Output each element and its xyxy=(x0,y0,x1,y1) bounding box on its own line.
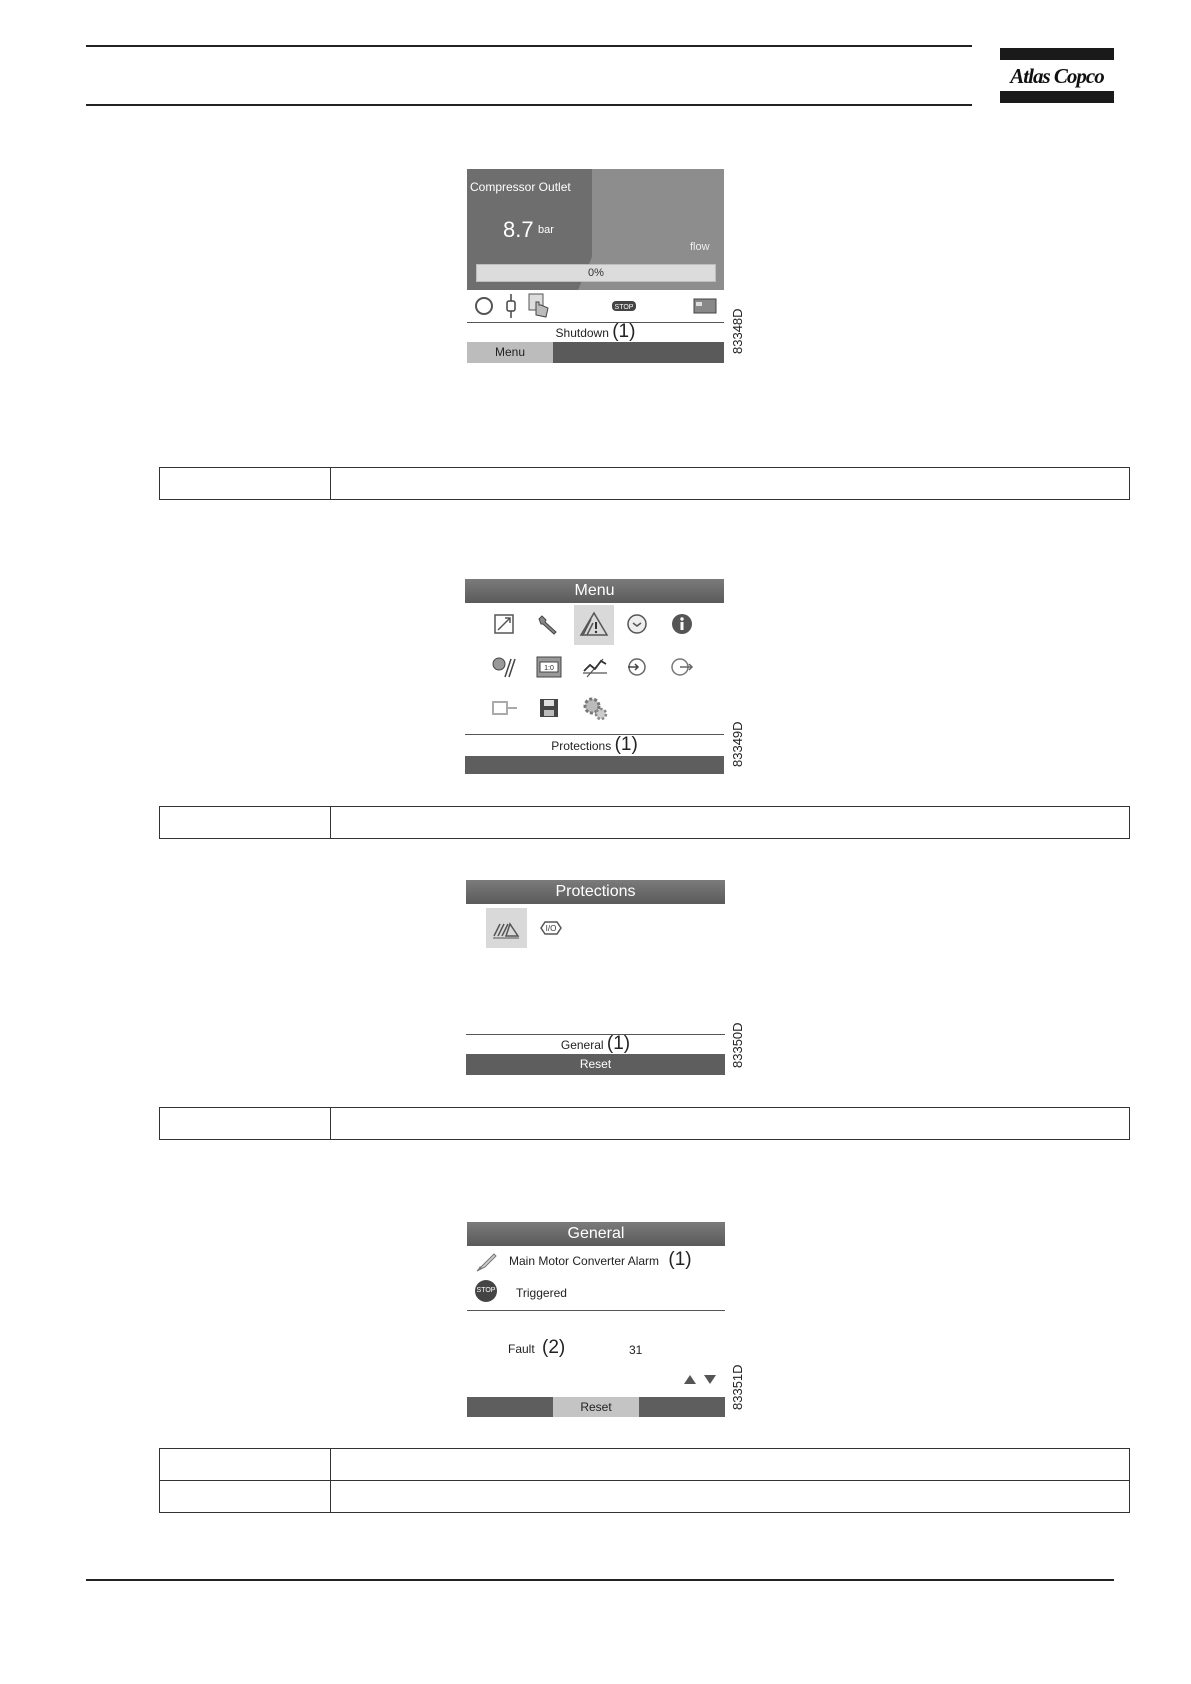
header-rule-bottom xyxy=(86,104,972,106)
figure-general-screen xyxy=(467,1222,725,1417)
table-row xyxy=(160,468,1130,500)
chart-icon[interactable] xyxy=(493,613,515,635)
reference-table xyxy=(159,1448,1130,1513)
pressure-sensor-icon xyxy=(504,293,518,319)
figure-code: 83349D xyxy=(730,721,745,767)
svg-text:I/O: I/O xyxy=(545,924,557,933)
inputs-icon[interactable] xyxy=(626,656,648,678)
callout-2: (2) xyxy=(542,1337,566,1358)
header-rule-top xyxy=(86,45,972,47)
io-icon[interactable] xyxy=(538,918,564,938)
pen-alarm-icon xyxy=(474,1250,498,1274)
save-icon[interactable] xyxy=(538,697,560,719)
protections-icon[interactable] xyxy=(579,610,609,638)
service-icon[interactable] xyxy=(491,655,517,679)
general-protection-icon[interactable] xyxy=(492,916,520,940)
figure-code: 83350D xyxy=(730,1022,745,1068)
reference-table xyxy=(159,806,1130,839)
clock-icon[interactable] xyxy=(626,613,648,635)
status-text: Shutdown (1) xyxy=(555,321,636,342)
settings-icon[interactable] xyxy=(581,695,609,721)
figure-compressor-outlet-screen xyxy=(467,169,724,363)
state-text: Triggered xyxy=(516,1286,567,1300)
callout-1: (1) xyxy=(668,1249,692,1270)
callout-1: (1) xyxy=(606,1033,631,1054)
figure-menu-screen xyxy=(465,579,724,774)
table-row xyxy=(160,1108,1130,1140)
circle-icon xyxy=(473,295,495,317)
counters-icon[interactable] xyxy=(536,655,562,679)
pressure-unit: bar xyxy=(538,224,554,236)
fault-value: 31 xyxy=(629,1343,643,1357)
reset-button[interactable]: Reset xyxy=(553,1397,639,1417)
screen-title: Protections xyxy=(466,880,725,904)
stop-icon: STOP xyxy=(475,1280,497,1302)
screen-title: Menu xyxy=(465,579,724,603)
table-row xyxy=(160,1481,1130,1513)
event-history-icon[interactable] xyxy=(491,697,519,719)
card-icon xyxy=(693,298,717,314)
figure-code: 83351D xyxy=(730,1364,745,1410)
reference-table xyxy=(159,1107,1130,1140)
figure-code: 83348D xyxy=(730,308,745,354)
footer-rule xyxy=(86,1579,1114,1581)
callout-1: (1) xyxy=(614,734,638,755)
reference-table xyxy=(159,467,1130,500)
trend-icon[interactable] xyxy=(581,655,609,679)
svg-text:STOP: STOP xyxy=(614,304,634,311)
stop-icon xyxy=(611,299,637,313)
alarm-text: Main Motor Converter Alarm (1) xyxy=(509,1249,692,1270)
callout-1: (1) xyxy=(612,321,636,342)
status-icon-row xyxy=(467,290,724,322)
fault-label: Fault (2) xyxy=(508,1337,566,1358)
hand-touch-icon[interactable] xyxy=(528,293,550,319)
flow-progress-bar: 0% xyxy=(476,264,716,282)
table-row xyxy=(160,807,1130,839)
info-icon[interactable] xyxy=(670,612,694,636)
status-text: General (1) xyxy=(560,1033,631,1054)
reset-button[interactable]: Reset xyxy=(466,1054,725,1075)
scroll-arrows-icon[interactable] xyxy=(682,1372,718,1386)
pressure-value: 8.7 xyxy=(503,217,534,242)
svg-text:1:0: 1:0 xyxy=(544,665,554,672)
table-row xyxy=(160,1449,1130,1481)
outputs-icon[interactable] xyxy=(670,656,694,678)
flow-label: flow xyxy=(690,241,710,253)
figure-protections-screen xyxy=(466,880,725,1075)
status-text: Protections (1) xyxy=(551,734,638,755)
atlas-copco-logo: Atlas Copco xyxy=(1000,48,1114,105)
screen-title: General xyxy=(467,1222,725,1246)
screen-title: Compressor Outlet xyxy=(470,180,571,194)
menu-button[interactable]: Menu xyxy=(467,342,553,363)
wrench-icon[interactable] xyxy=(538,613,560,635)
